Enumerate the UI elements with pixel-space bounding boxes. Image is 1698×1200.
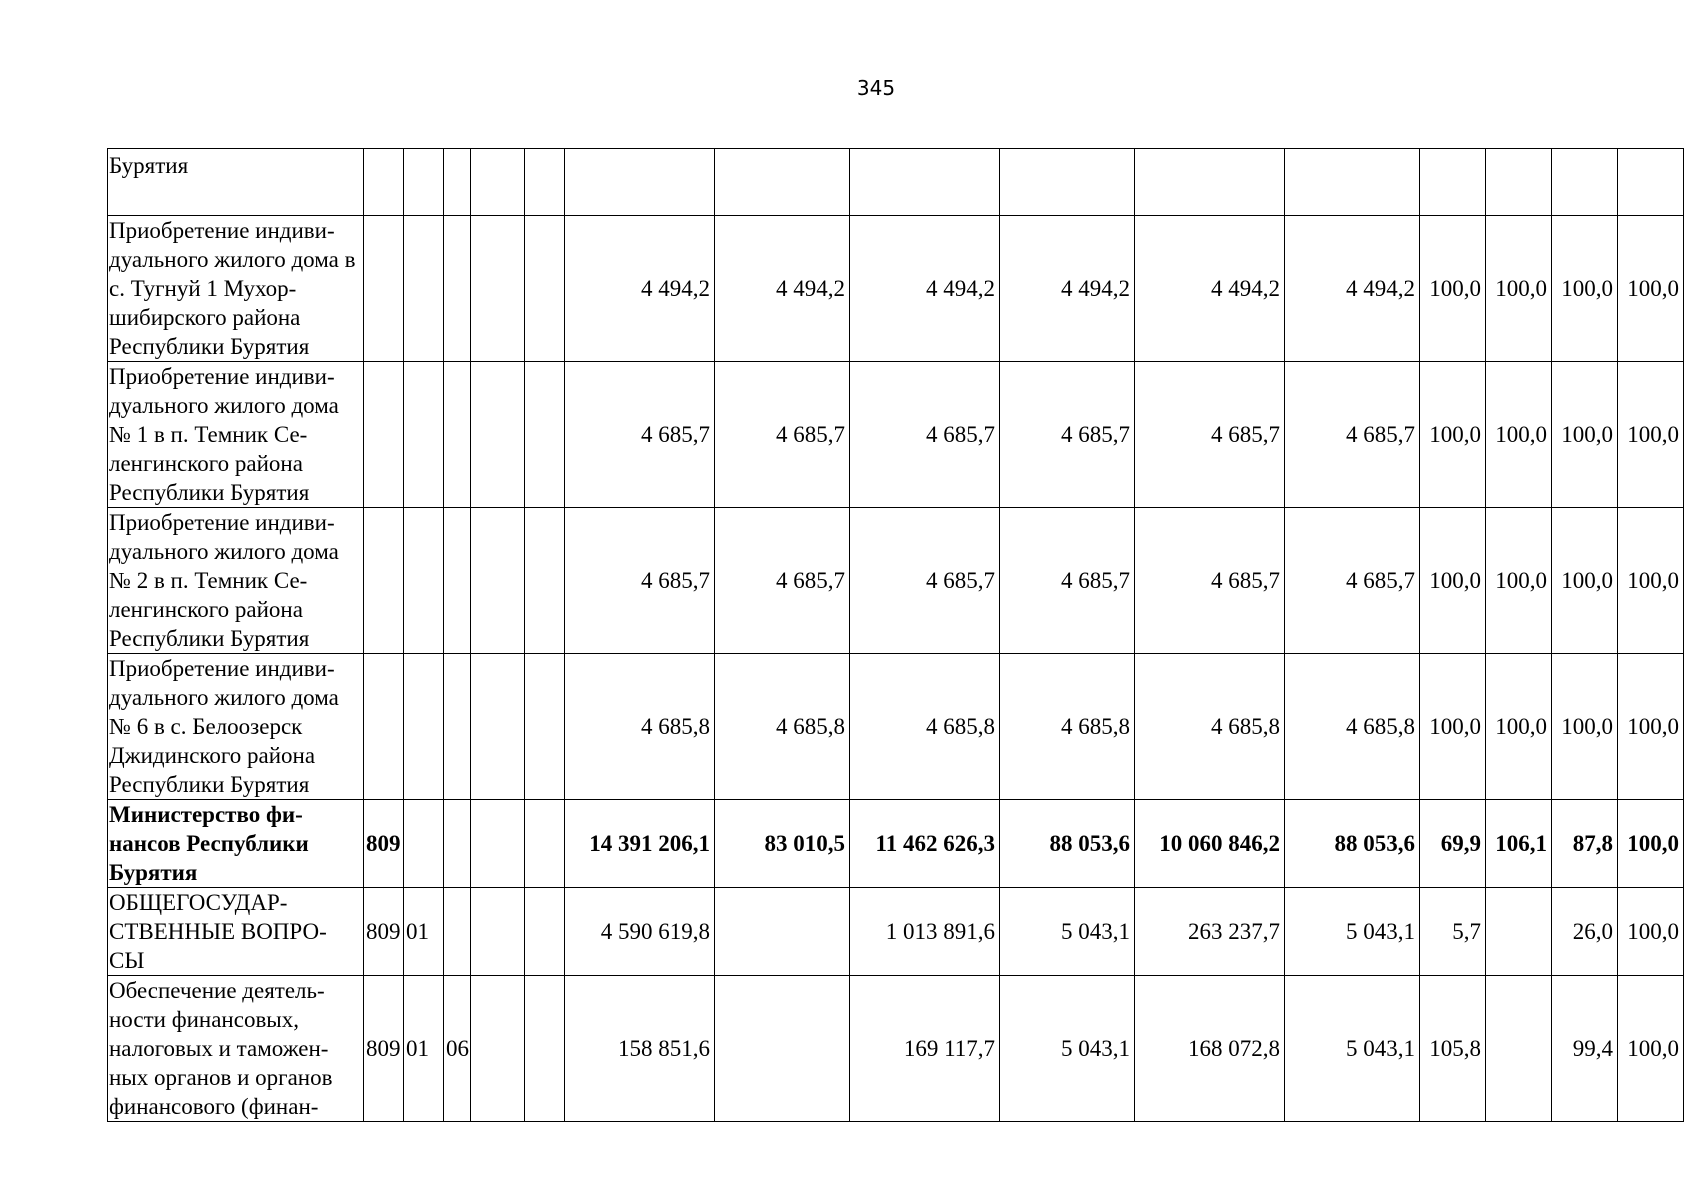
percent-2 <box>1486 149 1552 216</box>
percent-2: 100,0 <box>1486 508 1552 654</box>
value-5: 10 060 846,2 <box>1135 800 1285 888</box>
value-6: 4 685,7 <box>1285 362 1420 508</box>
value-1: 4 685,8 <box>565 654 715 800</box>
table-row <box>108 800 1684 888</box>
code-subsection: 06 <box>444 976 471 1122</box>
value-1: 14 391 206,1 <box>565 800 715 888</box>
percent-4: 100,0 <box>1618 216 1684 362</box>
code-section: 01 <box>404 888 444 976</box>
value-3: 4 685,7 <box>850 508 1000 654</box>
budget-table <box>107 148 1684 1122</box>
code-section <box>404 149 444 216</box>
percent-4: 100,0 <box>1618 508 1684 654</box>
code-target <box>471 362 525 508</box>
percent-1: 100,0 <box>1420 362 1486 508</box>
value-2: 4 685,7 <box>715 362 850 508</box>
value-6: 4 494,2 <box>1285 216 1420 362</box>
value-4: 4 494,2 <box>1000 216 1135 362</box>
percent-4: 100,0 <box>1618 800 1684 888</box>
percent-4: 100,0 <box>1618 976 1684 1122</box>
row-name: ОБЩЕГОСУДАР-СТВЕННЫЕ ВОПРО-СЫ <box>108 888 364 976</box>
value-5: 4 494,2 <box>1135 216 1285 362</box>
value-6: 4 685,8 <box>1285 654 1420 800</box>
value-4: 5 043,1 <box>1000 976 1135 1122</box>
value-3: 1 013 891,6 <box>850 888 1000 976</box>
code-grbs: 809 <box>364 976 404 1122</box>
code-grbs: 809 <box>364 800 404 888</box>
percent-2 <box>1486 976 1552 1122</box>
code-type <box>525 216 565 362</box>
value-2 <box>715 888 850 976</box>
percent-3: 100,0 <box>1552 362 1618 508</box>
value-1: 4 590 619,8 <box>565 888 715 976</box>
value-2: 4 685,8 <box>715 654 850 800</box>
value-4 <box>1000 149 1135 216</box>
table-row <box>108 888 1684 976</box>
percent-3: 87,8 <box>1552 800 1618 888</box>
row-name: Бурятия <box>108 149 364 216</box>
value-3: 4 685,7 <box>850 362 1000 508</box>
table-row <box>108 216 1684 362</box>
page-number: 345 <box>856 76 896 100</box>
percent-1: 5,7 <box>1420 888 1486 976</box>
value-2: 4 494,2 <box>715 216 850 362</box>
row-name: Приобретение индиви-дуального жилого дома № 1 в п. Темник Се-ленгинского района Республики Бурятия <box>108 362 364 508</box>
code-type <box>525 654 565 800</box>
row-name: Приобретение индиви-дуального жилого дома № 6 в с. Белоозерск Джидинского района Республики Бурятия <box>108 654 364 800</box>
percent-4 <box>1618 149 1684 216</box>
percent-2: 100,0 <box>1486 362 1552 508</box>
value-1: 4 685,7 <box>565 362 715 508</box>
percent-2: 100,0 <box>1486 216 1552 362</box>
value-2: 83 010,5 <box>715 800 850 888</box>
code-section <box>404 508 444 654</box>
code-target <box>471 654 525 800</box>
value-1: 4 685,7 <box>565 508 715 654</box>
code-type <box>525 149 565 216</box>
value-4: 4 685,7 <box>1000 362 1135 508</box>
row-name: Приобретение индиви-дуального жилого дома № 2 в п. Темник Се-ленгинского района Республики Бурятия <box>108 508 364 654</box>
row-name: Министерство фи-нансов Республики Бурятия <box>108 800 364 888</box>
value-6: 5 043,1 <box>1285 976 1420 1122</box>
value-3: 4 685,8 <box>850 654 1000 800</box>
row-name: Обеспечение деятель-ности финансовых, налоговых и таможен-ных органов и органов финансового (финан- <box>108 976 364 1122</box>
percent-2 <box>1486 888 1552 976</box>
value-5: 4 685,7 <box>1135 362 1285 508</box>
value-5 <box>1135 149 1285 216</box>
percent-3: 99,4 <box>1552 976 1618 1122</box>
percent-3: 26,0 <box>1552 888 1618 976</box>
value-1: 4 494,2 <box>565 216 715 362</box>
value-2 <box>715 149 850 216</box>
code-type <box>525 800 565 888</box>
percent-1: 100,0 <box>1420 508 1486 654</box>
code-target <box>471 976 525 1122</box>
code-subsection <box>444 888 471 976</box>
code-subsection <box>444 654 471 800</box>
percent-4: 100,0 <box>1618 654 1684 800</box>
value-5: 168 072,8 <box>1135 976 1285 1122</box>
code-target <box>471 216 525 362</box>
value-5: 4 685,8 <box>1135 654 1285 800</box>
code-subsection <box>444 149 471 216</box>
value-6: 88 053,6 <box>1285 800 1420 888</box>
value-5: 263 237,7 <box>1135 888 1285 976</box>
code-subsection <box>444 216 471 362</box>
value-4: 5 043,1 <box>1000 888 1135 976</box>
code-grbs: 809 <box>364 888 404 976</box>
code-grbs <box>364 216 404 362</box>
value-2 <box>715 976 850 1122</box>
code-target <box>471 149 525 216</box>
code-type <box>525 976 565 1122</box>
code-grbs <box>364 362 404 508</box>
value-5: 4 685,7 <box>1135 508 1285 654</box>
value-4: 4 685,8 <box>1000 654 1135 800</box>
value-1 <box>565 149 715 216</box>
code-target <box>471 508 525 654</box>
table-row <box>108 362 1684 508</box>
value-3: 11 462 626,3 <box>850 800 1000 888</box>
percent-1: 100,0 <box>1420 654 1486 800</box>
percent-1: 105,8 <box>1420 976 1486 1122</box>
code-section <box>404 216 444 362</box>
code-subsection <box>444 508 471 654</box>
code-section <box>404 654 444 800</box>
percent-3: 100,0 <box>1552 654 1618 800</box>
table-row <box>108 976 1684 1122</box>
code-subsection <box>444 362 471 508</box>
code-section <box>404 800 444 888</box>
percent-1: 100,0 <box>1420 216 1486 362</box>
percent-3 <box>1552 149 1618 216</box>
percent-4: 100,0 <box>1618 362 1684 508</box>
value-6 <box>1285 149 1420 216</box>
code-section: 01 <box>404 976 444 1122</box>
code-type <box>525 362 565 508</box>
row-name: Приобретение индиви-дуального жилого дома в с. Тугнуй 1 Мухор-шибирского района Республики Бурятия <box>108 216 364 362</box>
percent-2: 100,0 <box>1486 654 1552 800</box>
code-type <box>525 888 565 976</box>
value-1: 158 851,6 <box>565 976 715 1122</box>
code-type <box>525 508 565 654</box>
value-4: 88 053,6 <box>1000 800 1135 888</box>
percent-1: 69,9 <box>1420 800 1486 888</box>
table-row <box>108 654 1684 800</box>
value-6: 5 043,1 <box>1285 888 1420 976</box>
percent-3: 100,0 <box>1552 216 1618 362</box>
code-grbs <box>364 654 404 800</box>
percent-1 <box>1420 149 1486 216</box>
code-subsection <box>444 800 471 888</box>
table-row <box>108 149 1684 216</box>
percent-2: 106,1 <box>1486 800 1552 888</box>
percent-4: 100,0 <box>1618 888 1684 976</box>
value-3: 4 494,2 <box>850 216 1000 362</box>
code-section <box>404 362 444 508</box>
percent-3: 100,0 <box>1552 508 1618 654</box>
value-2: 4 685,7 <box>715 508 850 654</box>
code-target <box>471 888 525 976</box>
value-4: 4 685,7 <box>1000 508 1135 654</box>
value-6: 4 685,7 <box>1285 508 1420 654</box>
code-grbs <box>364 508 404 654</box>
table-row <box>108 508 1684 654</box>
code-grbs <box>364 149 404 216</box>
value-3 <box>850 149 1000 216</box>
value-3: 169 117,7 <box>850 976 1000 1122</box>
code-target <box>471 800 525 888</box>
